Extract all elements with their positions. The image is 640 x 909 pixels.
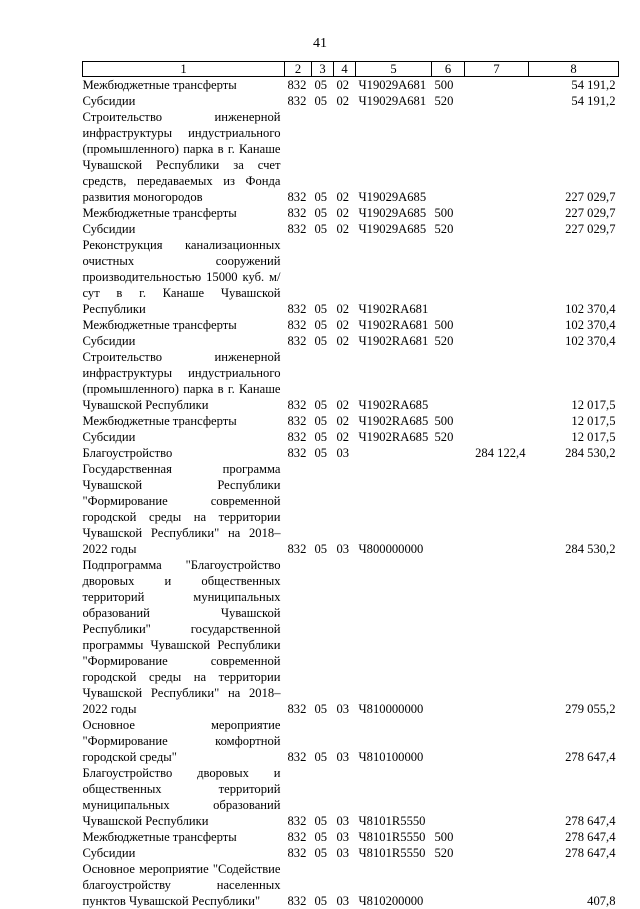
- row-expense-type: [432, 109, 465, 205]
- row-subsection-code: 03: [334, 717, 356, 765]
- table-row: [83, 445, 619, 461]
- row-expense-type: [432, 557, 465, 717]
- row-name: Межбюджетные трансферты: [83, 317, 285, 333]
- row-amount-col8: 54 191,2: [529, 93, 619, 109]
- row-section-code: 05: [312, 77, 334, 94]
- row-target-article: Ч800000000: [356, 461, 432, 557]
- row-amount-col7: [465, 205, 529, 221]
- row-name: Субсидии: [83, 93, 285, 109]
- table-row: [83, 205, 619, 221]
- row-subsection-code: 02: [334, 333, 356, 349]
- table-header-row: [83, 62, 619, 77]
- row-target-article: Ч1902RА681: [356, 317, 432, 333]
- row-ministry-code: 832: [285, 461, 312, 557]
- row-target-article: Ч810000000: [356, 557, 432, 717]
- table-row: [83, 845, 619, 861]
- row-section-code: 05: [312, 429, 334, 445]
- row-expense-type: 500: [432, 77, 465, 94]
- row-expense-type: 520: [432, 221, 465, 237]
- row-target-article: Ч8101R5550: [356, 765, 432, 829]
- row-name: Строительство инженерной инфраструктуры индустриального (промышленного) парка в г. Канаше Чувашской Республики: [83, 349, 285, 413]
- row-expense-type: [432, 765, 465, 829]
- row-amount-col8: 227 029,7: [529, 221, 619, 237]
- row-amount-col8: 12 017,5: [529, 413, 619, 429]
- row-section-code: 05: [312, 861, 334, 909]
- row-amount-col8: 284 530,2: [529, 461, 619, 557]
- row-target-article: Ч19029А685: [356, 221, 432, 237]
- row-amount-col7: [465, 237, 529, 317]
- table-row: [83, 461, 619, 557]
- row-subsection-code: 02: [334, 109, 356, 205]
- row-target-article: Ч1902RА685: [356, 413, 432, 429]
- row-expense-type: [432, 461, 465, 557]
- row-amount-col8: 227 029,7: [529, 109, 619, 205]
- column-header: 8: [529, 62, 619, 77]
- row-expense-type: 500: [432, 413, 465, 429]
- table-row: [83, 77, 619, 94]
- row-subsection-code: 03: [334, 861, 356, 909]
- row-expense-type: [432, 861, 465, 909]
- row-subsection-code: 02: [334, 237, 356, 317]
- row-amount-col7: [465, 413, 529, 429]
- row-amount-col7: [465, 333, 529, 349]
- row-name: Субсидии: [83, 333, 285, 349]
- table-row: [83, 109, 619, 205]
- table-row: [83, 765, 619, 829]
- row-section-code: 05: [312, 765, 334, 829]
- row-ministry-code: 832: [285, 221, 312, 237]
- row-ministry-code: 832: [285, 717, 312, 765]
- row-expense-type: [432, 445, 465, 461]
- row-target-article: Ч810100000: [356, 717, 432, 765]
- row-section-code: 05: [312, 93, 334, 109]
- row-expense-type: [432, 349, 465, 413]
- row-expense-type: [432, 237, 465, 317]
- row-target-article: Ч19029А681: [356, 93, 432, 109]
- row-subsection-code: 02: [334, 317, 356, 333]
- column-header: 2: [285, 62, 312, 77]
- table-row: [83, 349, 619, 413]
- row-target-article: Ч8101R5550: [356, 829, 432, 845]
- row-name: Строительство инженерной инфраструктуры индустриального (промышленного) парка в г. Канаше Чувашской Республики за счет средств, передаваемых из Фонда развития моногородов: [83, 109, 285, 205]
- row-subsection-code: 02: [334, 77, 356, 94]
- row-section-code: 05: [312, 445, 334, 461]
- row-amount-col7: [465, 461, 529, 557]
- column-header: 4: [334, 62, 356, 77]
- table-row: [83, 237, 619, 317]
- row-section-code: 05: [312, 205, 334, 221]
- column-header: 1: [83, 62, 285, 77]
- row-amount-col7: [465, 317, 529, 333]
- table-row: [83, 429, 619, 445]
- table-row: [83, 221, 619, 237]
- row-amount-col8: 102 370,4: [529, 317, 619, 333]
- row-ministry-code: 832: [285, 93, 312, 109]
- table-row: [83, 829, 619, 845]
- row-subsection-code: 02: [334, 93, 356, 109]
- row-subsection-code: 03: [334, 557, 356, 717]
- row-ministry-code: 832: [285, 765, 312, 829]
- row-target-article: Ч1902RА685: [356, 349, 432, 413]
- row-amount-col8: 227 029,7: [529, 205, 619, 221]
- table-body: [83, 77, 619, 909]
- row-section-code: 05: [312, 461, 334, 557]
- row-expense-type: 520: [432, 429, 465, 445]
- row-expense-type: [432, 717, 465, 765]
- row-section-code: 05: [312, 557, 334, 717]
- row-subsection-code: 02: [334, 413, 356, 429]
- row-amount-col8: 278 647,4: [529, 845, 619, 861]
- row-subsection-code: 02: [334, 205, 356, 221]
- row-ministry-code: 832: [285, 557, 312, 717]
- row-amount-col7: [465, 845, 529, 861]
- row-amount-col7: [465, 93, 529, 109]
- table-row: [83, 93, 619, 109]
- budget-table: [82, 61, 619, 909]
- row-subsection-code: 03: [334, 461, 356, 557]
- row-ministry-code: 832: [285, 109, 312, 205]
- row-section-code: 05: [312, 237, 334, 317]
- row-ministry-code: 832: [285, 829, 312, 845]
- row-expense-type: 500: [432, 205, 465, 221]
- row-expense-type: 500: [432, 317, 465, 333]
- row-name: Подпрограмма "Благоустройство дворовых и общественных территорий муниципальных образований Чувашской Республики" государственной программы Чувашской Республики "Формирование современной городской среды на территории Чувашской Республики" на 2018–2022 годы: [83, 557, 285, 717]
- row-target-article: Ч19029А685: [356, 109, 432, 205]
- column-header: 5: [356, 62, 432, 77]
- row-amount-col7: [465, 717, 529, 765]
- row-amount-col8: 54 191,2: [529, 77, 619, 94]
- row-subsection-code: 03: [334, 445, 356, 461]
- row-subsection-code: 03: [334, 845, 356, 861]
- row-amount-col7: [465, 429, 529, 445]
- row-amount-col8: 278 647,4: [529, 717, 619, 765]
- row-amount-col7: [465, 765, 529, 829]
- row-section-code: 05: [312, 829, 334, 845]
- table-row: [83, 333, 619, 349]
- row-target-article: Ч19029А685: [356, 205, 432, 221]
- row-ministry-code: 832: [285, 349, 312, 413]
- row-expense-type: 520: [432, 333, 465, 349]
- table-row: [83, 413, 619, 429]
- row-amount-col8: 278 647,4: [529, 765, 619, 829]
- row-target-article: Ч1902RА685: [356, 429, 432, 445]
- row-section-code: 05: [312, 349, 334, 413]
- row-section-code: 05: [312, 317, 334, 333]
- column-header: 3: [312, 62, 334, 77]
- row-amount-col7: [465, 557, 529, 717]
- table-row: [83, 557, 619, 717]
- row-amount-col8: 279 055,2: [529, 557, 619, 717]
- row-name: Субсидии: [83, 845, 285, 861]
- row-target-article: Ч810200000: [356, 861, 432, 909]
- row-section-code: 05: [312, 221, 334, 237]
- row-ministry-code: 832: [285, 845, 312, 861]
- column-header: 6: [432, 62, 465, 77]
- row-subsection-code: 02: [334, 349, 356, 413]
- row-subsection-code: 02: [334, 221, 356, 237]
- row-amount-col7: 284 122,4: [465, 445, 529, 461]
- row-amount-col7: [465, 221, 529, 237]
- row-target-article: [356, 445, 432, 461]
- row-ministry-code: 832: [285, 333, 312, 349]
- row-subsection-code: 03: [334, 829, 356, 845]
- row-name: Реконструкция канализационных очистных сооружений производительностью 15000 куб. м/сут в г. Канаше Чувашской Республики: [83, 237, 285, 317]
- row-name: Межбюджетные трансферты: [83, 413, 285, 429]
- row-target-article: Ч1902RА681: [356, 237, 432, 317]
- row-ministry-code: 832: [285, 429, 312, 445]
- row-amount-col7: [465, 829, 529, 845]
- row-expense-type: 500: [432, 829, 465, 845]
- row-amount-col8: 12 017,5: [529, 349, 619, 413]
- row-amount-col8: 102 370,4: [529, 237, 619, 317]
- row-ministry-code: 832: [285, 317, 312, 333]
- row-section-code: 05: [312, 109, 334, 205]
- row-name: Государственная программа Чувашской Республики "Формирование современной городской среды на территории Чувашской Республики" на 2018–2022 годы: [83, 461, 285, 557]
- row-ministry-code: 832: [285, 77, 312, 94]
- row-amount-col8: 102 370,4: [529, 333, 619, 349]
- row-name: Межбюджетные трансферты: [83, 77, 285, 94]
- table-row: [83, 717, 619, 765]
- row-name: Субсидии: [83, 429, 285, 445]
- row-amount-col7: [465, 861, 529, 909]
- row-section-code: 05: [312, 413, 334, 429]
- row-name: Благоустройство дворовых и общественных территорий муниципальных образований Чувашской Республики: [83, 765, 285, 829]
- row-amount-col8: 284 530,2: [529, 445, 619, 461]
- row-section-code: 05: [312, 845, 334, 861]
- row-ministry-code: 832: [285, 205, 312, 221]
- row-ministry-code: 832: [285, 413, 312, 429]
- row-amount-col7: [465, 349, 529, 413]
- row-amount-col7: [465, 109, 529, 205]
- row-name: Межбюджетные трансферты: [83, 829, 285, 845]
- row-amount-col8: 407,8: [529, 861, 619, 909]
- column-header: 7: [465, 62, 529, 77]
- row-amount-col7: [465, 77, 529, 94]
- row-target-article: Ч8101R5550: [356, 845, 432, 861]
- row-expense-type: 520: [432, 93, 465, 109]
- row-name: Благоустройство: [83, 445, 285, 461]
- page-number: 41: [0, 36, 640, 52]
- row-subsection-code: 03: [334, 765, 356, 829]
- table-row: [83, 317, 619, 333]
- row-amount-col8: 278 647,4: [529, 829, 619, 845]
- row-amount-col8: 12 017,5: [529, 429, 619, 445]
- table-row: [83, 861, 619, 909]
- row-name: Основное мероприятие "Содействие благоустройству населенных пунктов Чувашской Республики": [83, 861, 285, 909]
- row-name: Субсидии: [83, 221, 285, 237]
- row-ministry-code: 832: [285, 445, 312, 461]
- row-target-article: Ч19029А681: [356, 77, 432, 94]
- row-subsection-code: 02: [334, 429, 356, 445]
- row-target-article: Ч1902RА681: [356, 333, 432, 349]
- row-section-code: 05: [312, 717, 334, 765]
- row-ministry-code: 832: [285, 237, 312, 317]
- row-name: Основное мероприятие "Формирование комфортной городской среды": [83, 717, 285, 765]
- row-expense-type: 520: [432, 845, 465, 861]
- row-section-code: 05: [312, 333, 334, 349]
- row-ministry-code: 832: [285, 861, 312, 909]
- row-name: Межбюджетные трансферты: [83, 205, 285, 221]
